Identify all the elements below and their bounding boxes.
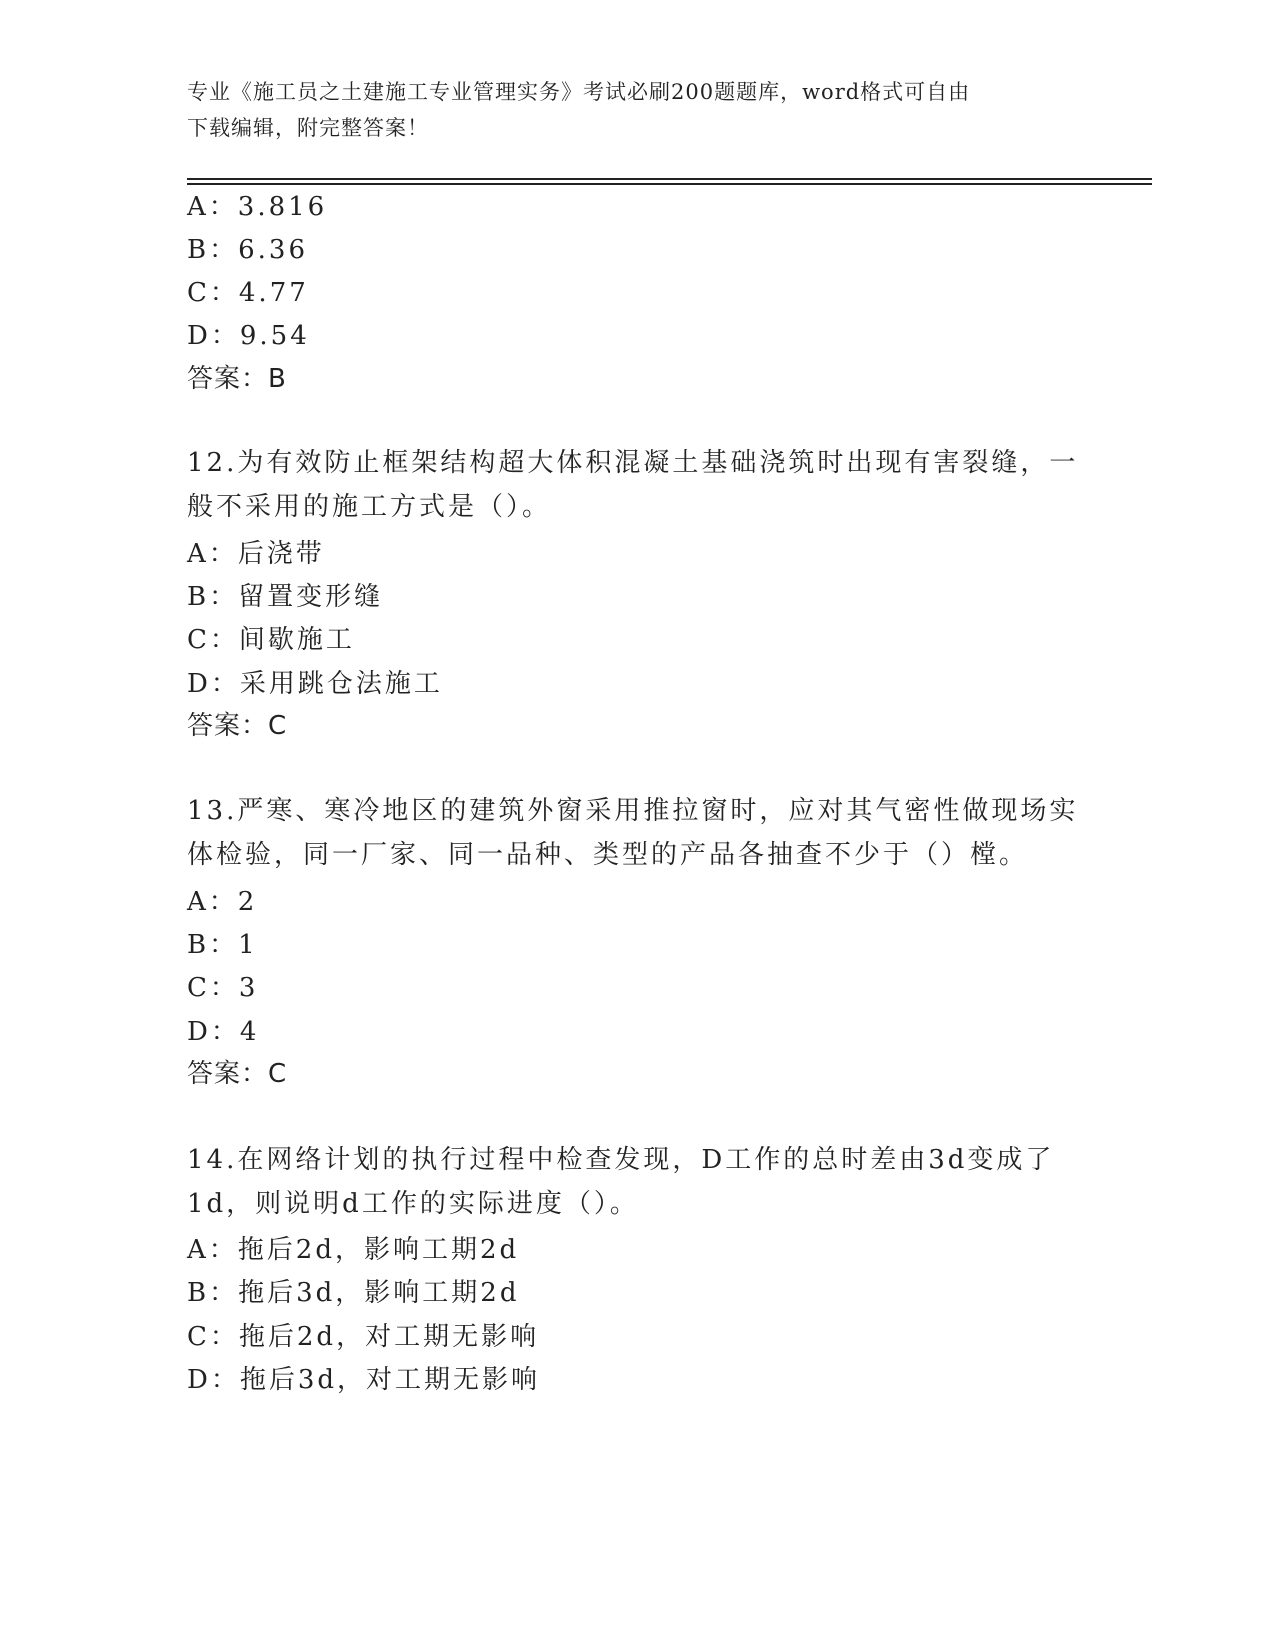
question-14-option-a: A：拖后2d，影响工期2d [187, 1235, 520, 1265]
question-14-stem-line-1: 14.在网络计划的执行过程中检查发现，D工作的总时差由3d变成了 [187, 1145, 1055, 1175]
question-13-option-a: A：2 [187, 887, 258, 917]
option-d: D：9.54 [187, 321, 310, 351]
question-12-option-c: C：间歇施工 [187, 625, 355, 655]
question-13-option-c: C：3 [187, 973, 259, 1003]
question-13-option-d: D：4 [187, 1017, 260, 1047]
question-14-option-d: D：拖后3d，对工期无影响 [187, 1365, 541, 1395]
question-12-option-d: D：采用跳仓法施工 [187, 669, 443, 699]
question-14-stem-line-2: 1d，则说明d工作的实际进度（）。 [187, 1189, 639, 1219]
header-line-1: 专业《施工员之土建施工专业管理实务》考试必刷200题题库，word格式可自由 [187, 80, 971, 104]
question-12-option-b: B：留置变形缝 [187, 582, 384, 612]
option-b: B：6.36 [187, 235, 308, 265]
header-rule-top [187, 178, 1152, 180]
question-13-stem-line-1: 13.严寒、寒冷地区的建筑外窗采用推拉窗时，应对其气密性做现场实 [187, 796, 1079, 826]
option-c: C：4.77 [187, 278, 309, 308]
question-14-option-b: B：拖后3d，影响工期2d [187, 1278, 520, 1308]
question-12-stem-line-2: 般不采用的施工方式是（）。 [187, 492, 552, 522]
question-12-option-a: A：后浇带 [187, 539, 325, 569]
question-12-answer: 答案：C [187, 711, 288, 741]
answer: 答案：B [187, 364, 287, 394]
question-12-stem-line-1: 12.为有效防止框架结构超大体积混凝土基础浇筑时出现有害裂缝，一 [187, 448, 1079, 478]
question-14-option-c: C：拖后2d，对工期无影响 [187, 1322, 540, 1352]
question-13-answer: 答案：C [187, 1059, 288, 1089]
question-13-option-b: B：1 [187, 930, 258, 960]
document-header [187, 74, 1087, 146]
question-13-stem-line-2: 体检验，同一厂家、同一品种、类型的产品各抽查不少于（）樘。 [187, 840, 1029, 870]
option-a: A：3.816 [187, 192, 328, 222]
header-rule-bottom [187, 183, 1152, 185]
header-line-2: 下载编辑，附完整答案！ [187, 116, 429, 140]
